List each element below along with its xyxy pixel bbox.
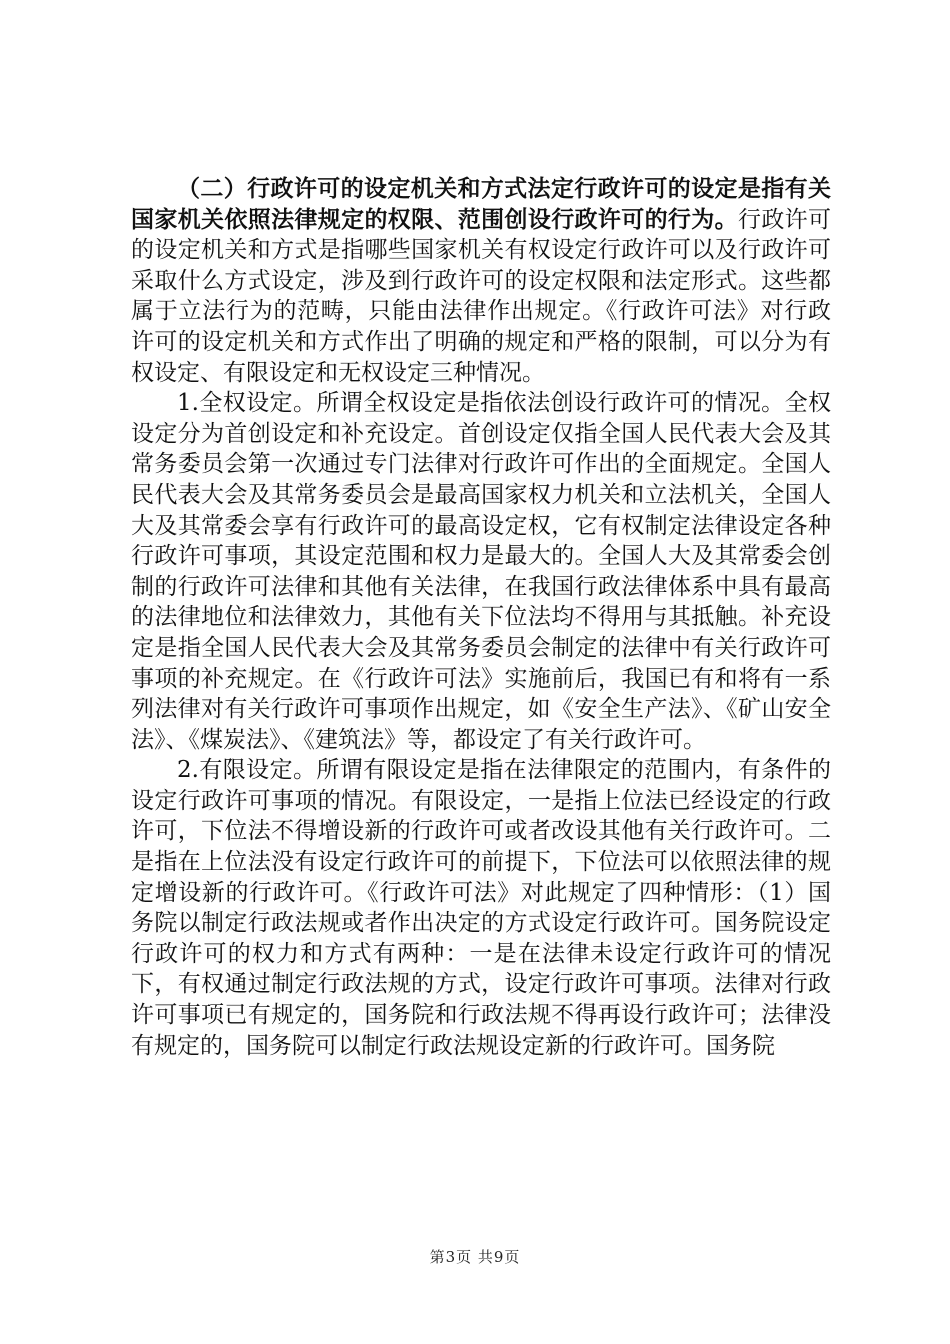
paragraph-limited-authority: 2.有限设定。所谓有限设定是指在法律限定的范围内，有条件的设定行政许可事项的情况。有限设定，一是指上位法已经设定的行政许可，下位法不得增设新的行政许可或者改设其他有关行政许可。二是指在上位法没有设定行政许可的前提下，下位法可以依照法律的规定增设新的行政许可。《行政许可法》对此规定了四种情形：（1）国务院以制定行政法规或者作出决定的方式设定行政许可。国务院设定行政许可的权力和方式有两种：一是在法律未设定行政许可的情况下，有权通过制定行政法规的方式，设定行政许可事项。法律对行政许可事项已有规定的，国务院和行政法规不得再设行政许可；法律没有规定的，国务院可以制定行政法规设定新的行政许可。国务院	[131, 757, 831, 1059]
document-body	[131, 174, 831, 1061]
paragraph-section-two	[131, 174, 831, 388]
paragraph-full-authority: 1.全权设定。所谓全权设定是指依法创设行政许可的情况。全权设定分为首创设定和补充设定。首创设定仅指全国人民代表大会及其常务委员会第一次通过专门法律对行政许可作出的全面规定。全国人民代表大会及其常务委员会是最高国家权力机关和立法机关，全国人大及其常委会享有行政许可的最高设定权，它有权制定法律设定各种行政许可事项，其设定范围和权力是最大的。全国人大及其常委会创制的行政许可法律和其他有关法律，在我国行政法律体系中具有最高的法律地位和法律效力，其他有关下位法均不得用与其抵触。补充设定是指全国人民代表大会及其常务委员会制定的法律中有关行政许可事项的补充规定。在《行政许可法》实施前后，我国已有和将有一系列法律对有关行政许可事项作出规定，如《安全生产法》、《矿山安全法》、《煤炭法》、《建筑法》等，都设定了有关行政许可。	[131, 390, 831, 753]
paragraph-text: 行政许可的设定机关和方式是指哪些国家机关有权设定行政许可以及行政许可采取什么方式设定，涉及到行政许可的设定权限和法定形式。这些都属于立法行为的范畴，只能由法律作出规定。《行政许可法》对行政许可的设定机关和方式作出了明确的规定和严格的限制，可以分为有权设定、有限设定和无权设定三种情况。	[131, 206, 832, 386]
section-heading: （二）行政许可的设定机关和方式法定行政许可的设定是指有关国家机关依照法律规定的权限、范围创设行政许可的行为。	[131, 175, 831, 233]
page-number-footer: 第3页 共9页	[429, 1248, 521, 1266]
